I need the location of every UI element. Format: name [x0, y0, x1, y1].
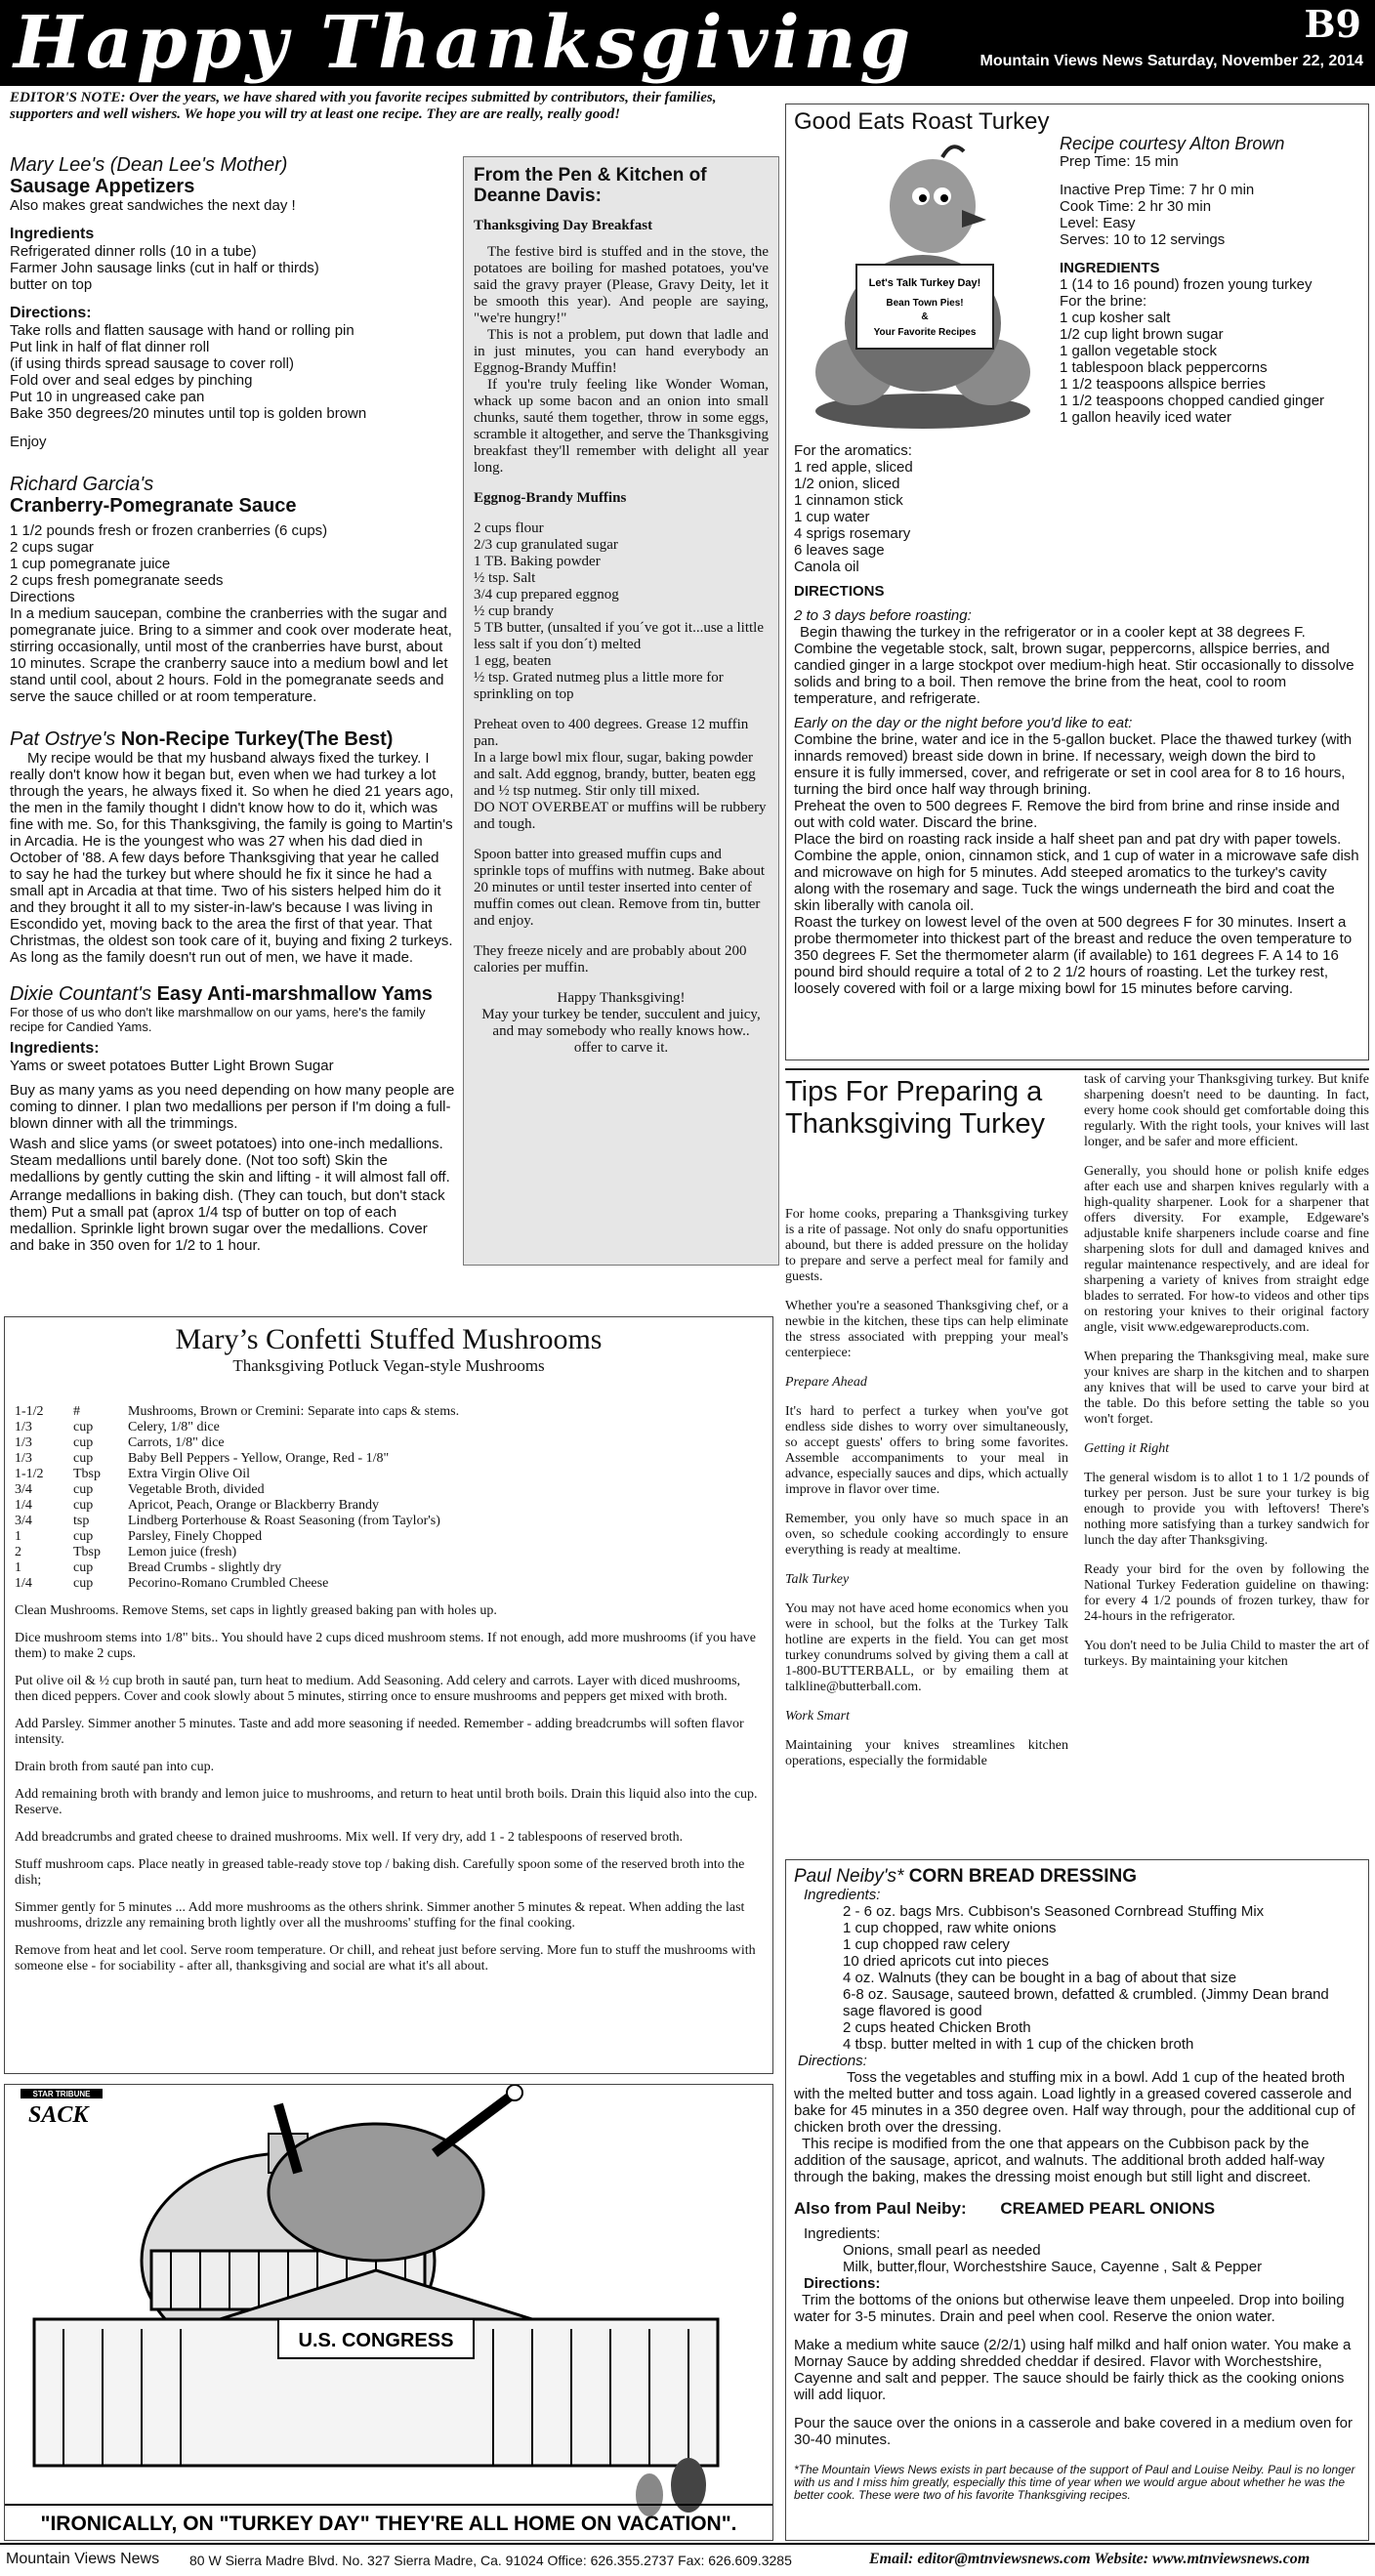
- list-item: Put link in half of flat dinner roll: [10, 339, 210, 355]
- roast-aromatics: [794, 442, 1360, 575]
- cornbread-note: This recipe is modified from the one that appears on the Cubbison pack by the addition of the sausage, apricot, and walnuts. The additional broth added half-way through the baking, makes the dressing moist enough but still light and discreet.: [794, 2136, 1325, 2185]
- list-item: butter on top: [10, 276, 93, 293]
- footer-contact: Email: editor@mtnviewsnews.com Website: www.mtnviewsnews.com: [869, 2551, 1311, 2567]
- ingredient-quantity: 1: [15, 1529, 21, 1544]
- ingredient-name: Parsley, Finely Chopped: [128, 1529, 263, 1544]
- roast-step2: Combine the brine, water and ice in the 5-gallon bucket. Place the thawed turkey (with innards removed) breast side down in brine. If necessary, weigh down the bird to ensure it is fully immersed, cover, and refrigerate or set in cool area for 8 to 16 hours, turning the bird once half way through brining.: [794, 731, 1353, 798]
- congress-label: U.S. CONGRESS: [298, 2330, 454, 2351]
- ingredient-quantity: 1/3: [15, 1451, 32, 1466]
- mushrooms-ingredients-table: [15, 1404, 714, 1592]
- list-item: ½ tsp. Grated nutmeg plus a little more for sprinkling on top: [474, 670, 724, 702]
- roast-title: Good Eats Roast Turkey: [794, 108, 1050, 135]
- onions-byline: Also from Paul Neiby:: [794, 2199, 967, 2218]
- footer-name: Mountain Views News: [6, 2551, 160, 2567]
- page-footer: [0, 2543, 1375, 2576]
- roast-directions-heading: DIRECTIONS: [794, 583, 885, 600]
- table-row: [15, 1435, 714, 1451]
- ingredient-quantity: 1: [15, 1560, 21, 1575]
- list-item: 4 tbsp. butter melted in with 1 cup of the chicken broth: [843, 2036, 1194, 2053]
- roast-credit: Recipe courtesy Alton Brown: [1060, 134, 1285, 153]
- footer-address: 80 W Sierra Madre Blvd. No. 327 Sierra Madre, Ca. 91024 Office: 626.355.2737 Fax: 626.609.3285: [189, 2553, 792, 2568]
- deanne-closing: [474, 990, 769, 1057]
- list-item: Canola oil: [794, 559, 859, 575]
- ingredient-quantity: 2: [15, 1545, 21, 1559]
- ingredient-unit: Tbsp: [73, 1545, 101, 1559]
- deanne-davis-box: [463, 156, 779, 1266]
- list-item: 2 cups flour: [474, 520, 544, 536]
- mushroom-step: Stuff mushroom caps. Place neatly in greased table-ready stove top / baking dish. Carefully spoon some of the reserved broth into the dish;: [15, 1857, 745, 1888]
- mushroom-step: Add remaining broth with brandy and lemon juice to mushrooms, and return to heat until broth boils. Drain this liquid also into the cup. Reserve.: [15, 1787, 758, 1817]
- deanne-breakfast-heading: Thanksgiving Day Breakfast: [474, 218, 653, 233]
- masthead-bar: [0, 0, 1375, 86]
- sausage-directions-heading: Directions:: [10, 305, 92, 321]
- list-item: Serves: 10 to 12 servings: [1060, 231, 1226, 248]
- list-item: 1 (14 to 16 pound) frozen young turkey: [1060, 276, 1312, 293]
- closing-line: May your turkey be tender, succulent and juicy, and may somebody who really knows how..: [481, 1007, 761, 1039]
- roast-step3: Preheat the oven to 500 degrees F. Remove the bird from brine and rinse inside and out with cold water. Discard the brine.: [794, 798, 1340, 831]
- tips-paragraph: Ready your bird for the oven by following the National Turkey Federation guideline on thawing: for every 4 1/2 pounds of frozen turkey, thaw for 24-hours in the refrigerator.: [1084, 1562, 1369, 1624]
- list-item: 1 1/2 pounds fresh or frozen cranberries (6 cups): [10, 522, 328, 539]
- ingredient-quantity: 1/4: [15, 1498, 32, 1513]
- tips-column-2: [1084, 1072, 1369, 1670]
- ingredient-unit: Tbsp: [73, 1467, 101, 1481]
- ingredient-quantity: 3/4: [15, 1514, 32, 1528]
- list-item: Milk, butter,flour, Worchestshire Sauce, Cayenne , Salt & Pepper: [843, 2259, 1263, 2275]
- tips-paragraph: Remember, you only have so much space in an oven, so schedule cooking accordingly to ensure everything is ready at mealtime.: [785, 1512, 1068, 1558]
- list-item: 1 cup kosher salt: [1060, 310, 1171, 326]
- tips-column-1: [785, 1207, 1068, 1769]
- cornbread-directions: Toss the vegetables and stuffing mix in a bowl. Add 1 cup of the heated broth with the melted butter and toss again. Load lightly in a greased covered casserole and bake for 45 minutes in a 350 degree oven. Half way through, pour the additional cup of chicken broth over the dressing.: [794, 2069, 1355, 2136]
- table-row: [15, 1482, 714, 1498]
- list-item: 2 - 6 oz. bags Mrs. Cubbison's Seasoned Cornbread Stuffing Mix: [843, 1903, 1265, 1920]
- nonrecipe-body: My recipe would be that my husband always fixed the turkey. I really don't know how it began but, even when we had turkey a lot through the years, he always fixed it. So when he died 21 years ago, the men in the family thought I didn't know how to do it, which was fine with me. So, for this Thanksgiving, the family is going to Martin's in Arcadia. He is the youngest who was 27 when his dad died in October of '88. A few days before Thanksgiving that year he called to say he had the turkey but where should he fix it since he had a small apt in Arcadia at that time. Two of his sisters helped him do it and they brought it all to my sister-in-law's because I was living in Escondido yet, moving back to the area the first of that year. That Christmas, the oldest son took care of it, buying and fixing 2 turkeys. As long as the family doesn't run out of men, we have it made.: [10, 750, 454, 966]
- ingredient-quantity: 3/4: [15, 1482, 32, 1497]
- roast-ingredients-heading: INGREDIENTS: [1060, 260, 1160, 276]
- list-item: 1 cinnamon stick: [794, 492, 903, 509]
- list-item: 4 oz. Walnuts (they can be bought in a bag of about that size: [843, 1970, 1237, 1986]
- mushroom-step: Drain broth from sauté pan into cup.: [15, 1760, 215, 1774]
- list-item: 3/4 cup prepared eggnog: [474, 587, 619, 602]
- cartoon-artist: SACK: [28, 2102, 89, 2128]
- cranberry-body: In a medium saucepan, combine the cranberries with the sugar and pomegranate juice. Bring to a simmer and cook over moderate heat, stirring occasionally, until most of the cranberries have burst, about 10 minutes. Scrape the cranberry sauce into a medium bowl and let stand until cool, about 2 hours. Fold in the pomegranate seeds and serve the sauce chilled or at room temperature.: [10, 605, 452, 705]
- sign-line-1: Let's Talk Turkey Day!: [868, 277, 981, 289]
- list-item: 5 TB butter, (unsalted if you´ve got it...use a little less salt if you don´t) melted: [474, 620, 764, 652]
- cornbread-ingredients: [794, 1903, 1360, 2053]
- mushrooms-subtitle: Thanksgiving Potluck Vegan-style Mushrooms: [232, 1356, 545, 1375]
- onions-title: CREAMED PEARL ONIONS: [1000, 2199, 1216, 2218]
- list-item: 1 gallon heavily iced water: [1060, 409, 1231, 426]
- deanne-paragraph-4: Preheat oven to 400 degrees. Grease 12 muffin pan.: [474, 717, 749, 749]
- ingredient-name: Apricot, Peach, Orange or Blackberry Brandy: [128, 1498, 379, 1513]
- mushrooms-box: [4, 1316, 773, 2074]
- onions-ingredients-heading: Ingredients:: [804, 2225, 881, 2242]
- divider: [785, 1068, 1369, 1070]
- list-item: 1 cup chopped, raw white onions: [843, 1920, 1057, 1936]
- ingredient-unit: #: [73, 1404, 80, 1419]
- cranberry-byline: Richard Garcia's: [10, 474, 154, 495]
- list-item: Fold over and seal edges by pinching: [10, 372, 253, 389]
- ingredient-unit: cup: [73, 1451, 94, 1466]
- cranberry-ingredients: [10, 522, 455, 605]
- cranberry-title: Cranberry-Pomegranate Sauce: [10, 495, 297, 517]
- tips-paragraph: Whether you're a seasoned Thanksgiving chef, or a newbie in the kitchen, these tips can help eliminate the stress associated with prepping your meal's centerpiece:: [785, 1299, 1068, 1360]
- onions-paragraph-1: Trim the bottoms of the onions but otherwise leave them unpeeled. Drop into boiling water for 3-5 minutes. Drain and peel when cool. Reserve the onion water.: [794, 2292, 1345, 2325]
- tips-title: Tips For Preparing a Thanksgiving Turkey: [785, 1076, 1045, 1140]
- ingredient-unit: cup: [73, 1560, 94, 1575]
- sausage-directions: [10, 322, 455, 422]
- cornbread-box: [785, 1859, 1369, 2541]
- sausage-subtitle: Also makes great sandwiches the next day !: [10, 197, 296, 214]
- roast-directions-block: [794, 442, 1360, 997]
- list-item: 1 1/2 teaspoons chopped candied ginger: [1060, 393, 1325, 409]
- roast-ingredients: [1060, 276, 1362, 426]
- table-row: [15, 1545, 714, 1560]
- tips-paragraph: It's hard to perfect a turkey when you've got endless side dishes to worry over simultaneously, so accept guests' offers to bring some favorites. Assemble accompaniments to your meal in advance, especially sauces and dips, which actually improve in flavor over time.: [785, 1404, 1068, 1497]
- mushroom-step: Clean Mushrooms. Remove Stems, set caps in lightly greased baking pan with holes up.: [15, 1603, 497, 1618]
- tips-article: [785, 1068, 1369, 1849]
- list-item: 2/3 cup granulated sugar: [474, 537, 618, 553]
- yams-paragraph-2: Wash and slice yams (or sweet potatoes) into one-inch medallions. Steam medallions until barely done. (Not too soft) Skin the medallions by gently cutting the skin and lifting - it will almost fall off.: [10, 1136, 450, 1185]
- deanne-paragraph-7: Spoon batter into greased muffin cups and sprinkle tops of muffins with nutmeg. Bake about 20 minutes or until tester inserted into center of muffin comes out clean. Remove from tin, butter and enjoy.: [474, 847, 766, 929]
- mushrooms-steps: [15, 1603, 763, 1974]
- list-item: 1 tablespoon black peppercorns: [1060, 359, 1268, 376]
- editors-note: EDITOR'S NOTE: Over the years, we have shared with you favorite recipes submitted by contributors, their families, supporters and well wishers. We hope you will try at least one recipe. They are are really, really good!: [10, 90, 717, 122]
- table-row: [15, 1467, 714, 1482]
- ingredient-unit: cup: [73, 1435, 94, 1450]
- list-item: 1 gallon vegetable stock: [1060, 343, 1217, 359]
- cornbread-ingredients-heading: Ingredients:: [804, 1887, 881, 1903]
- sign-line-2: Bean Town Pies!: [886, 298, 964, 309]
- ingredient-quantity: 1-1/2: [15, 1404, 44, 1419]
- cornbread-footnote: *The Mountain Views News exists in part because of the support of Paul and Louise Neiby. Paul is no longer with us and I miss him greatly, especially this time of year when we would argue about whether he was the better cook. These were two of his favorite Thanksgiving recipes.: [794, 2463, 1355, 2502]
- list-item: (if using thirds spread sausage to cover roll): [10, 355, 294, 372]
- list-item: Cook Time: 2 hr 30 min: [1060, 198, 1212, 215]
- sign-line-4: Your Favorite Recipes: [873, 327, 977, 338]
- tips-paragraph: You may not have aced home economics when you were in school, but the folks at the Turkey Talk hotline are experts in the field. You can get most turkey conundrums solved by giving them a call at 1-800-BUTTERBALL, or by emailing them at talkline@butterball.com.: [785, 1601, 1068, 1694]
- sausage-title: Sausage Appetizers: [10, 176, 195, 197]
- roast-step1b: Combine the vegetable stock, salt, brown sugar, peppercorns, allspice berries, and candied ginger in a large stockpot over medium-high heat. Stir occasionally to dissolve solids and bring to a boil. Then remove the brine from the heat, cool to room temperature, and refrigerate.: [794, 641, 1354, 707]
- mushrooms-title: Mary’s Confetti Stuffed Mushrooms: [175, 1323, 603, 1355]
- list-item: 2 cups sugar: [10, 539, 94, 556]
- table-row: [15, 1514, 714, 1529]
- ingredient-name: Mushrooms, Brown or Cremini: Separate into caps & stems.: [128, 1404, 460, 1419]
- list-item: 2 cups fresh pomegranate seeds: [10, 572, 224, 589]
- list-item: 6-8 oz. Sausage, sauteed brown, defatted & crumbled. (Jimmy Dean brand sage flavored is good: [843, 1986, 1329, 2019]
- onions-directions-heading: Directions:: [804, 2275, 881, 2292]
- tips-paragraph: task of carving your Thanksgiving turkey. But knife sharpening doesn't need to be daunting. In fact, every home cook should get comfortable doing this regularly. With the right tools, your knives will last longer, and be safer and more efficient.: [1084, 1072, 1369, 1149]
- deanne-paragraph-6: DO NOT OVERBEAT or muffins will be rubbery and tough.: [474, 800, 767, 832]
- table-row: [15, 1576, 714, 1592]
- list-item: For the brine:: [1060, 293, 1147, 310]
- tips-paragraph: Maintaining your knives streamlines kitchen operations, especially the formidable: [785, 1738, 1068, 1768]
- cartoon-caption: "IRONICALLY, ON "TURKEY DAY" THEY'RE ALL HOME ON VACATION".: [40, 2513, 737, 2535]
- mushroom-step: Dice mushroom stems into 1/8" bits.. You should have 2 cups diced mushroom stems. If not enough, add more mushrooms (if you have them) to make 2 cups.: [15, 1631, 756, 1661]
- page-number: B9: [1304, 2, 1361, 46]
- list-item: Refrigerated dinner rolls (10 in a tube): [10, 243, 257, 260]
- yams-subtitle: For those of us who don't like marshmallow on our yams, here's the family recipe for Candied Yams.: [10, 1005, 426, 1034]
- left-column: [10, 154, 455, 1254]
- onions-ingredients: [794, 2242, 1360, 2275]
- nonrecipe-heading: [10, 728, 455, 750]
- ingredient-name: Extra Virgin Olive Oil: [128, 1467, 251, 1481]
- list-item: Bake 350 degrees/20 minutes until top is golden brown: [10, 405, 367, 422]
- ingredient-quantity: 1/4: [15, 1576, 32, 1591]
- list-item: 6 leaves sage: [794, 542, 885, 559]
- yams-heading: [10, 983, 455, 1005]
- ingredient-quantity: 1/3: [15, 1435, 32, 1450]
- deanne-title: From the Pen & Kitchen of Deanne Davis:: [474, 165, 707, 206]
- roast-turkey-box: [785, 104, 1369, 1060]
- sausage-ingredients: [10, 243, 455, 293]
- onions-paragraph-3: Pour the sauce over the onions in a casserole and bake covered in a medium oven for 30-40 minutes.: [794, 2415, 1354, 2448]
- list-item: 10 dried apricots cut into pieces: [843, 1953, 1049, 1970]
- onions-paragraph-2: Make a medium white sauce (2/2/1) using half milkd and half onion water. You make a Mornay Sauce by adding shredded cheddar if desired. Flavor with Worchestshire, Cayenne and salt and pepper. The sauce should be fairly thick as the cooking onions will add liquor.: [794, 2337, 1352, 2403]
- list-item: 1/2 onion, sliced: [794, 476, 900, 492]
- list-item: ½ tsp. Salt: [474, 570, 536, 586]
- deanne-paragraph-2: This is not a problem, put down that ladle and in just minutes, you can hand everybody an Eggnog-Brandy Muffin!: [474, 327, 769, 376]
- sign-line-3: &: [921, 312, 929, 322]
- cartoon-drawing: [5, 2085, 772, 2540]
- table-row: [15, 1529, 714, 1545]
- closing-line: offer to carve it.: [573, 1040, 669, 1056]
- sausage-enjoy: Enjoy: [10, 434, 47, 450]
- yams-ingredients-heading: Ingredients:: [10, 1040, 100, 1057]
- mushroom-step: Put olive oil & ½ cup broth in sauté pan, turn heat to medium. Add Seasoning. Add celery and carrots. Layer with diced mushrooms, then diced peppers. Cover and cook slowly about 5 minutes, stirring once to ensure mushrooms and peppers get mixed with broth.: [15, 1674, 741, 1704]
- deanne-paragraph-8: They freeze nicely and are probably about 200 calories per muffin.: [474, 943, 747, 976]
- table-row: [15, 1404, 714, 1420]
- tips-paragraph: You don't need to be Julia Child to master the art of turkeys. By maintaining your kitchen: [1084, 1639, 1369, 1669]
- list-item: 1/2 cup light brown sugar: [1060, 326, 1224, 343]
- deanne-paragraph-5: In a large bowl mix flour, sugar, baking powder and salt. Add eggnog, brandy, butter, beaten egg and ½ tsp nutmeg. Stir only till mixed.: [474, 750, 756, 799]
- ingredient-name: Lemon juice (fresh): [128, 1545, 237, 1559]
- list-item: ½ cup brandy: [474, 603, 555, 619]
- tips-subheading: Prepare Ahead: [785, 1375, 867, 1390]
- tips-paragraph: For home cooks, preparing a Thanksgiving turkey is a rite of passage. Not only do snafu opportunities abound, but there is added pressure on the holiday to prepare and serve a perfect meal for family and guests.: [785, 1207, 1068, 1284]
- list-item: 2 cups heated Chicken Broth: [843, 2019, 1031, 2036]
- roast-header-info: [1060, 134, 1362, 426]
- list-item: Level: Easy: [1060, 215, 1136, 231]
- yams-byline: Dixie Countant's: [10, 983, 151, 1005]
- sausage-ingredients-heading: Ingredients: [10, 226, 95, 242]
- ingredient-unit: cup: [73, 1420, 94, 1434]
- ingredient-unit: cup: [73, 1576, 94, 1591]
- roast-step4: Place the bird on roasting rack inside a half sheet pan and pat dry with paper towels.: [794, 831, 1342, 848]
- table-row: [15, 1560, 714, 1576]
- list-item: 1 egg, beaten: [474, 653, 552, 669]
- table-row: [15, 1420, 714, 1435]
- onions-heading: [794, 2199, 1360, 2218]
- ingredient-name: Carrots, 1/8" dice: [128, 1435, 225, 1450]
- editorial-cartoon: [4, 2084, 773, 2541]
- ingredient-unit: tsp: [73, 1514, 90, 1528]
- mushroom-step: Remove from heat and let cool. Serve room temperature. Or chill, and reheat just before serving. More fun to stuff the mushrooms with someone else - for sociability - after all, thanksgiving and social are what it's all about.: [15, 1943, 756, 1974]
- deanne-paragraph-3: If you're truly feeling like Wonder Woman, whack up some bacon and an onion into small chunks, sauté them together, throw in some eggs, scramble it altogether, and serve the Thanksgiving breakfast they'll remember with delight all year long.: [474, 377, 769, 476]
- sausage-byline: Mary Lee's (Dean Lee's Mother): [10, 154, 288, 176]
- dateline: Mountain Views News Saturday, November 22, 2014: [979, 53, 1363, 69]
- roast-step1: Begin thawing the turkey in the refrigerator or in a cooler kept at 38 degrees F.: [800, 624, 1306, 641]
- yams-paragraph-1: Buy as many yams as you need depending on how many people are coming to dinner. I plan two medallions per person if I'm doing a full-blown dinner with all the trimmings.: [10, 1082, 455, 1132]
- masthead-title: Happy Thanksgiving: [14, 1, 915, 85]
- yams-title: Easy Anti-marshmallow Yams: [156, 983, 433, 1005]
- cornbread-byline: Paul Neiby's*: [794, 1866, 904, 1887]
- ingredient-name: Lindberg Porterhouse & Roast Seasoning (from Taylor's): [128, 1514, 440, 1528]
- ingredient-unit: cup: [73, 1482, 94, 1497]
- ingredient-name: Bread Crumbs - slightly dry: [128, 1560, 282, 1575]
- table-row: [15, 1451, 714, 1467]
- ingredient-quantity: 1/3: [15, 1420, 32, 1434]
- list-item: Farmer John sausage links (cut in half or thirds): [10, 260, 319, 276]
- ingredient-name: Baby Bell Peppers - Yellow, Orange, Red - 1/8": [128, 1451, 390, 1466]
- list-item: Take rolls and flatten sausage with hand or rolling pin: [10, 322, 354, 339]
- table-row: [15, 1498, 714, 1514]
- list-item: 1 cup pomegranate juice: [10, 556, 171, 572]
- list-item: Put 10 in ungreased cake pan: [10, 389, 205, 405]
- yams-paragraph-3: Arrange medallions in baking dish. (They can touch, but don't stack them) Put a small pat (aprox 1/4 tsp of butter on top of each medallion. Sprinkle light brown sugar over the medallions. Cover and bake in 350 oven for 1/2 to 1 hour.: [10, 1187, 445, 1254]
- ingredient-quantity: 1-1/2: [15, 1467, 44, 1481]
- mushroom-step: Add breadcrumbs and grated cheese to drained mushrooms. Mix well. If very dry, add 1 - 2 tablespoons of reserved broth.: [15, 1830, 684, 1845]
- roast-step1-heading: 2 to 3 days before roasting:: [794, 607, 972, 624]
- ingredient-unit: cup: [73, 1498, 94, 1513]
- roast-step6: Roast the turkey on lowest level of the oven at 500 degrees F for 30 minutes. Insert a probe thermometer into thickest part of the breast and reduce the oven temperature to 350 degrees F. Set the thermometer alarm (if available) to 161 degrees F. A 14 to 16 pound bird should require a total of 2 to 2 1/2 hours of roasting. Let the turkey rest, loosely covered with foil or a large mixing bowl for 15 minutes before carving.: [794, 914, 1353, 997]
- turkey-cartoon-image: [796, 138, 1050, 440]
- ingredient-name: Vegetable Broth, divided: [128, 1482, 265, 1497]
- mushroom-step: Add Parsley. Simmer another 5 minutes. Taste and add more seasoning if needed. Remember - adding breadcrumbs will soften flavor intensity.: [15, 1717, 744, 1747]
- nonrecipe-byline: Pat Ostrye's: [10, 728, 116, 750]
- tips-paragraph: When preparing the Thanksgiving meal, make sure your knives are sharp in the kitchen and to sharpen any knives that will be used to carve your bird at the table. Do this before setting the table so you won't forget.: [1084, 1350, 1369, 1427]
- cornbread-directions-heading: Directions:: [798, 2053, 867, 2069]
- list-item: 1 TB. Baking powder: [474, 554, 601, 569]
- roast-step5: Combine the apple, onion, cinnamon stick, and 1 cup of water in a microwave safe dish and microwave on high for 5 minutes. Add steeped aromatics to the turkey's cavity along with the rosemary and sage. Tuck the wings underneath the bird and coat the skin liberally with canola oil.: [794, 848, 1359, 914]
- deanne-paragraph-1: The festive bird is stuffed and in the stove, the potatoes are boiling for mashed potatoes, you've said the gravy prayer (Please, Gravy Deity, let it be smooth this year). And people are saying, "we're hungry!": [474, 244, 769, 326]
- deanne-muffins-heading: Eggnog-Brandy Muffins: [474, 490, 627, 506]
- list-item: Onions, small pearl as needed: [843, 2242, 1041, 2259]
- list-item: 1 1/2 teaspoons allspice berries: [1060, 376, 1266, 393]
- list-item: For the aromatics:: [794, 442, 912, 459]
- tips-paragraph: Generally, you should hone or polish knife edges after each use and sharpen knives regularly with a high-quality sharpener. Look for a sharpener that offers diversity. For example, Edgeware's adjustable knife sharpeners include coarse and fine sharpening slots for dull and damaged knives and regular maintenance respectively, and are ideal for sharpening a variety of knives from straight edge blades to serrated. For how-to videos and other tips on restoring your knives to their original factory angle, visit www.edgewareproducts.com.: [1084, 1164, 1369, 1335]
- tips-subheading: Work Smart: [785, 1709, 850, 1724]
- roast-times: [1060, 182, 1362, 248]
- closing-line: Happy Thanksgiving!: [557, 990, 686, 1006]
- cornbread-title: CORN BREAD DRESSING: [908, 1866, 1137, 1887]
- roast-prep-time: Prep Time: 15 min: [1060, 153, 1179, 170]
- tips-subheading: Getting it Right: [1084, 1441, 1170, 1456]
- mushroom-step: Simmer gently for 5 minutes ... Add more mushrooms as the others shrink. Simmer another 5 minutes & repeat. When adding the last mushrooms, drizzle any remaining broth lightly over all the mushrooms' stuffing for the final cooking.: [15, 1900, 745, 1931]
- list-item: 1 cup chopped raw celery: [843, 1936, 1010, 1953]
- list-item: Inactive Prep Time: 7 hr 0 min: [1060, 182, 1255, 198]
- ingredient-unit: cup: [73, 1529, 94, 1544]
- list-item: 4 sprigs rosemary: [794, 525, 911, 542]
- cartoon-label: STAR TRIBUNE: [32, 2090, 91, 2098]
- tips-paragraph: The general wisdom is to allot 1 to 1 1/2 pounds of turkey per person. Just be sure your turkey is big enough to provide you with leftovers! There's nothing more satisfying than a turkey sandwich for lunch the day after Thanksgiving.: [1084, 1471, 1369, 1548]
- list-item: 1 red apple, sliced: [794, 459, 913, 476]
- list-item: Directions: [10, 589, 75, 605]
- ingredient-name: Celery, 1/8" dice: [128, 1420, 220, 1434]
- ingredient-name: Pecorino-Romano Crumbled Cheese: [128, 1576, 329, 1591]
- list-item: 1 cup water: [794, 509, 870, 525]
- tips-subheading: Talk Turkey: [785, 1572, 850, 1587]
- nonrecipe-title: Non-Recipe Turkey(The Best): [120, 728, 394, 750]
- cornbread-heading: [794, 1866, 1360, 1887]
- deanne-ingredients: [474, 520, 769, 703]
- roast-step2-heading: Early on the day or the night before you'd like to eat:: [794, 715, 1133, 731]
- yams-ingredients: Yams or sweet potatoes Butter Light Brown Sugar: [10, 1058, 334, 1074]
